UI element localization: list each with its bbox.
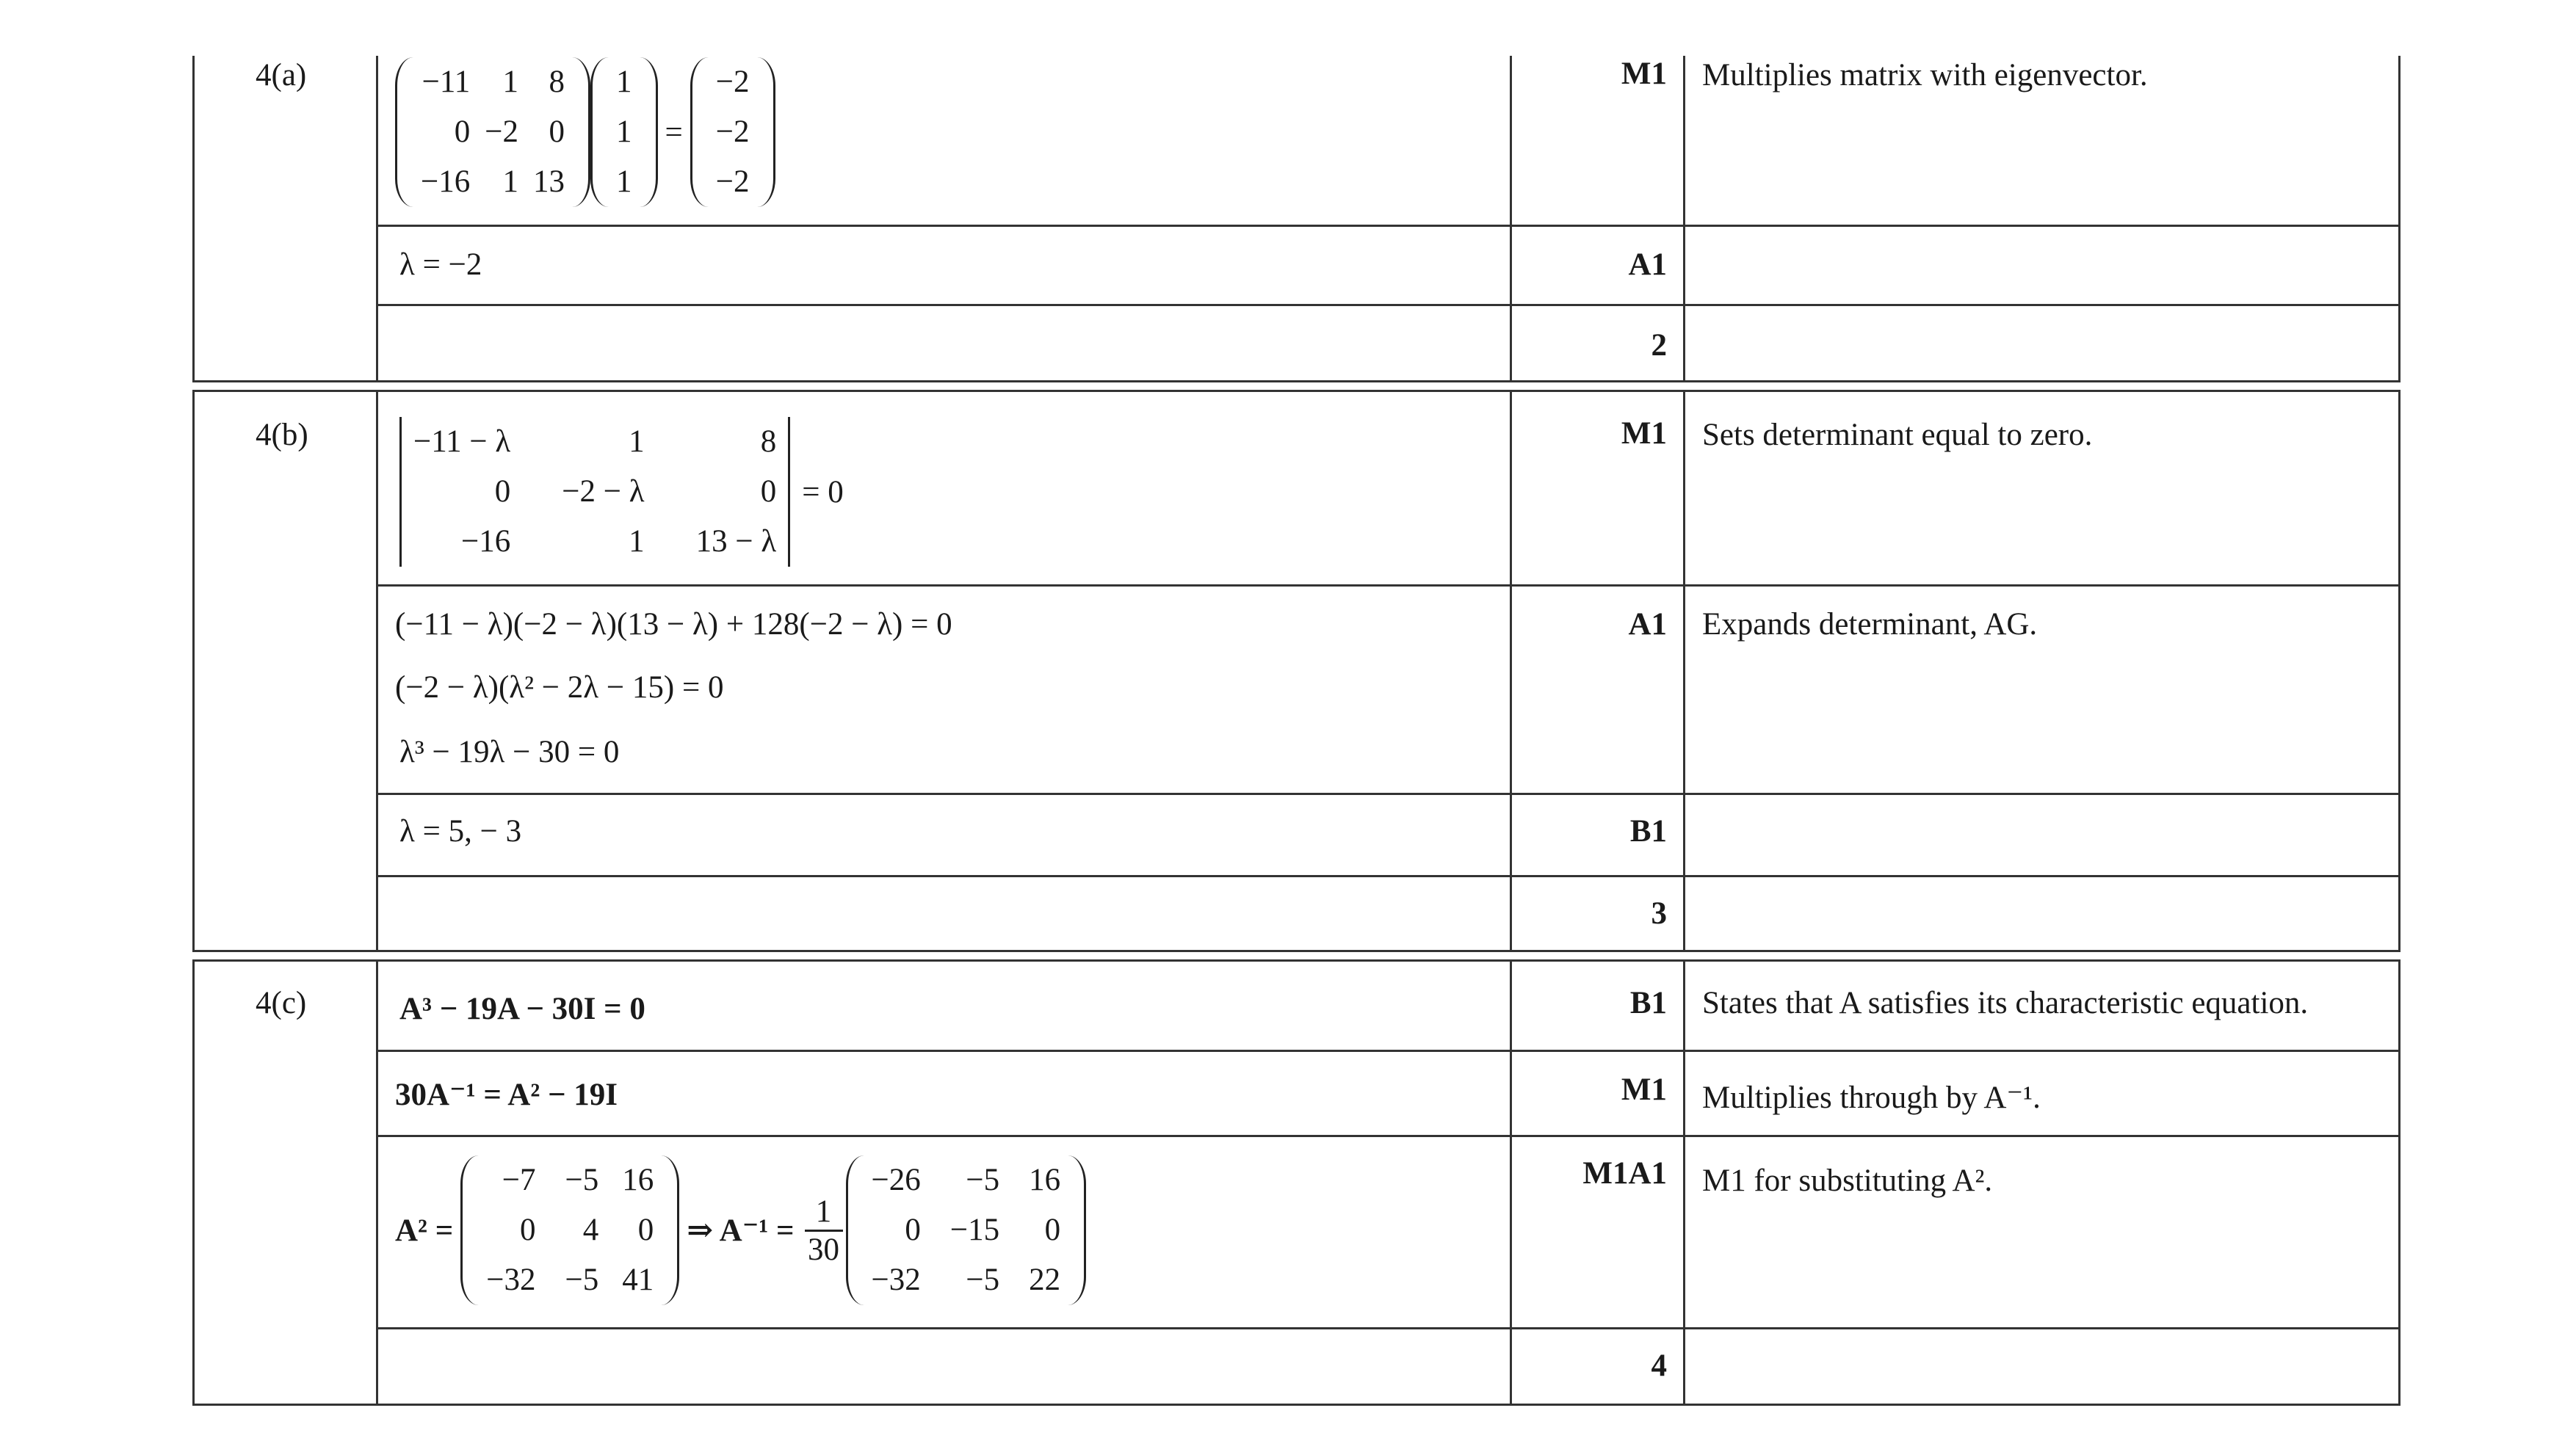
grid-hline [376,1327,2400,1329]
grid-hline [376,875,2400,877]
inverse-eq-4c: 30A⁻¹ = A² − 19I [395,1078,618,1112]
grid-vline-2 [376,56,378,1405]
comment-4c-2: Multiplies through by A⁻¹. [1702,1081,2041,1115]
determinant-4b: −11 − λ 1 8 0 −2 − λ 0 −16 1 13 − λ = 0 [395,417,851,567]
comment-4b-1: Sets determinant equal to zero. [1702,418,2093,452]
mark-4c-3: M1A1 [1582,1156,1667,1191]
expansion-line-1: (−11 − λ)(−2 − λ)(13 − λ) + 128(−2 − λ) = 0 [395,607,952,642]
grid-vline-4 [1683,56,1685,1405]
expansion-line-3: λ³ − 19λ − 30 = 0 [399,735,620,769]
matrix-product-4a: −11 1 8 0 −2 0 −16 1 13 1 1 1 = −2 −2 −2 [395,57,775,207]
expansion-line-2: (−2 − λ)(λ² − 2λ − 15) = 0 [395,670,724,705]
matrix-a-inverse: −26 −5 16 0 −15 0 −32 −5 22 [871,1163,1061,1297]
mark-4b-3: B1 [1629,814,1667,849]
grid-hline [376,584,2400,587]
grid-hline [376,1050,2400,1052]
total-4a: 2 [1651,328,1667,363]
mark-4b-1: M1 [1621,416,1667,451]
result-vector-4a: −2 −2 −2 [715,65,750,199]
mark-4a-2: A1 [1628,247,1667,282]
matrix-working-4c: A² = −7 −5 16 0 4 0 −32 −5 41 ⇒ A⁻¹ = 1 30 −26 −5 16 0 −15 0 −32 −5 22 [395,1155,1086,1305]
question-label-4c: 4(c) [256,986,307,1020]
eigenvector-4a: 1 1 1 [616,65,632,199]
lambda-4a: λ = −2 [399,247,482,282]
grid-vline-left [192,56,195,1405]
question-label-4a: 4(a) [256,58,307,92]
grid-hline [376,793,2400,795]
comment-4b-2: Expands determinant, AG. [1702,607,2038,642]
grid-hline [376,1135,2400,1137]
comment-4c-3: M1 for substituting A². [1702,1164,1993,1198]
matrix-4a: −11 1 8 0 −2 0 −16 1 13 [421,65,565,199]
grid-vline-3 [1510,56,1512,1405]
matrix-a-squared: −7 −5 16 0 4 0 −32 −5 41 [486,1163,654,1297]
mark-4b-2: A1 [1628,607,1667,642]
grid-hline-bottom [192,1404,2400,1406]
roots-4b: λ = 5, − 3 [399,814,522,849]
grid-double-line [192,950,2400,962]
comment-4a-1: Multiplies matrix with eigenvector. [1702,58,2148,92]
question-label-4b: 4(b) [256,418,308,452]
grid-vline-right [2398,56,2400,1405]
mark-4c-2: M1 [1621,1072,1667,1107]
mark-4c-1: B1 [1629,986,1667,1020]
grid-hline [376,225,2400,227]
fraction-1-30: 1 30 [802,1194,846,1268]
total-4c: 4 [1651,1348,1667,1383]
char-eq-4c: A³ − 19A − 30I = 0 [399,992,645,1026]
grid-double-line [192,380,2400,392]
total-4b: 3 [1651,896,1667,931]
mark-4a-1: M1 [1621,57,1667,91]
grid-hline [376,304,2400,306]
comment-4c-1: States that A satisfies its characteristic equation. [1702,986,2309,1020]
